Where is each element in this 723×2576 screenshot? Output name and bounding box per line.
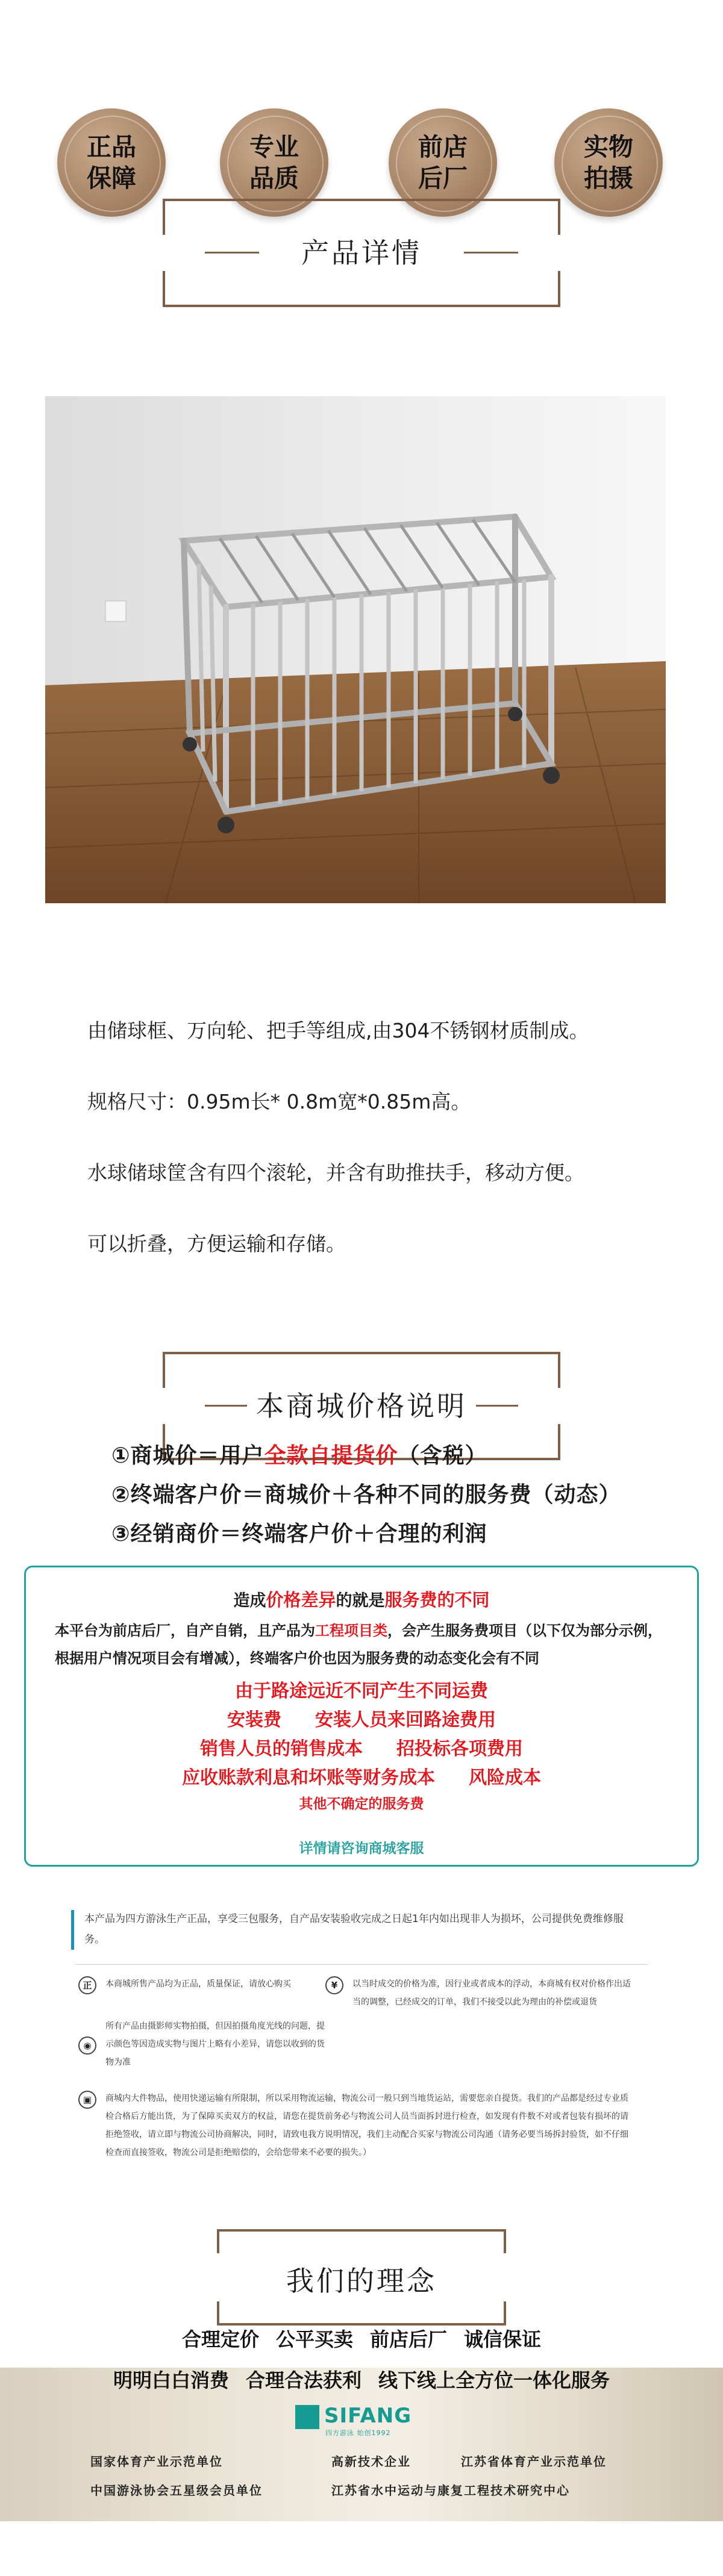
notice-shipping: 商城内大件物品，使用快递运输有所限制，所以采用物流运输，物流公司一般只到当地货运站，需要您亲自提货。我们的产品都是经过专业质检合格后方能出货，为了保障买卖双方的权益，请您在提货前务必与物流公司人员当面拆封进行检查，如发现有件数不对或者包装有损坏的请拒绝签收，请立即与物流公司协商解决，同时，请致电我方说明情况，我们主动配合买家与物流公司沟通（请务必要当场拆封验货，如不仔细检查而直接签收，物流公司是拒绝赔偿的，会给您带来不必要的损失。） [105, 2094, 628, 2158]
philosophy-title: 我们的理念 [286, 2265, 437, 2297]
brand-logo: SIFANG 四方游泳 始创1992 [295, 2404, 440, 2434]
price-tag-icon: ¥ [325, 1976, 343, 1994]
detail-section-header [163, 199, 560, 307]
notice-price-policy: 以当时成交的价格为准，因行业或者成本的浮动，本商城有权对价格作出适当的调整，已经成交的订单，我们不接受以此为理由的补偿或退货 [352, 1979, 631, 2007]
price-rules [111, 1442, 690, 1560]
philosophy-values-row2: 明明白白消费 合理合法获利 线下线上全方位一体化服务 [113, 2369, 610, 2392]
camera-icon: ◉ [78, 2036, 96, 2055]
badge-real-photo: 实物 拍摄 [554, 108, 663, 217]
notice-photo: 所有产品由摄影师实物拍摄，但因拍摄角度光线的问题，提示颜色等因造成实物与图片上略有小差异，请您以收到的货物为准 [105, 2021, 325, 2067]
price-rule-1: ①商城价＝用户全款自提货价（含税） [111, 1443, 487, 1468]
detail-title: 产品详情 [259, 234, 464, 272]
philosophy-values-row1: 合理定价 公平买卖 前店后厂 诚信保证 [181, 2328, 542, 2351]
notice-authentic: 本商城所售产品均为正品，质量保证，请放心购买 [105, 1979, 291, 1989]
cost-row: 由于路途远近不同产生不同运费 [235, 1681, 488, 1702]
product-photo [45, 396, 666, 903]
price-box-heading: 造成价格差异的就是服务费的不同 [233, 1590, 490, 1610]
description-line: 水球储球筐含有四个滚轮，并含有助推扶手，移动方便。 [87, 1161, 584, 1184]
price-title: 本商城价格说明 [247, 1387, 476, 1425]
notice-divider [75, 1964, 648, 1965]
award-item: 江苏省水中运动与康复工程技术研究中心 [331, 2483, 570, 2498]
badge-professional: 专业 品质 [220, 108, 328, 217]
philosophy-header [217, 2229, 506, 2326]
notice-accent-bar [71, 1910, 74, 1950]
consult-service-link[interactable]: 详情请咨询商城客服 [299, 1841, 424, 1856]
philosophy-section [0, 2211, 723, 2576]
badge-authentic: 正品 保障 [57, 108, 166, 217]
logo-mark-icon [295, 2405, 319, 2429]
cost-row: 安装费 安装人员来回路途费用 [227, 1710, 496, 1731]
cost-row: 其他不确定的服务费 [299, 1796, 424, 1812]
warranty-text: 本产品为四方游泳生产正品，享受三包服务，自产品安装验收完成之日起1年内如出现非人为损坏，公司提供免费维修服务。 [84, 1913, 624, 1946]
price-box-paragraph: 本平台为前店后厂，自产自销，且产品为工程项目类，会产生服务费项目（以下仅为部分示例，根据用户情况项目会有增减），终端客户价也因为服务费的动态变化会有不同 [55, 1622, 662, 1667]
price-rule-2: ②终端客户价＝商城价＋各种不同的服务费（动态） [111, 1482, 621, 1507]
award-item: 高新技术企业 [331, 2454, 411, 2469]
product-description [87, 1018, 666, 1302]
price-explanation-box [24, 1566, 699, 1867]
description-line: 规格尺寸：0.95m长* 0.8m宽*0.85m高。 [87, 1090, 471, 1113]
cost-row: 应收账款利息和坏账等财务成本 风险成本 [182, 1767, 541, 1788]
award-item: 中国游泳协会五星级会员单位 [90, 2483, 263, 2498]
award-item: 国家体育产业示范单位 [90, 2454, 223, 2469]
cost-row: 销售人员的销售成本 招投标各项费用 [200, 1738, 523, 1759]
authentic-icon: 正 [78, 1976, 96, 1994]
description-line: 由储球框、万向轮、把手等组成,由304不锈钢材质制成。 [87, 1019, 589, 1042]
truck-icon: ▣ [78, 2091, 96, 2109]
price-rule-3: ③经销商价＝终端客户价＋合理的利润 [111, 1522, 487, 1546]
description-line: 可以折叠，方便运输和存储。 [87, 1232, 346, 1255]
badge-factory: 前店 后厂 [389, 108, 497, 217]
purchase-notice [0, 1897, 723, 2198]
award-item: 江苏省体育产业示范单位 [461, 2454, 607, 2469]
